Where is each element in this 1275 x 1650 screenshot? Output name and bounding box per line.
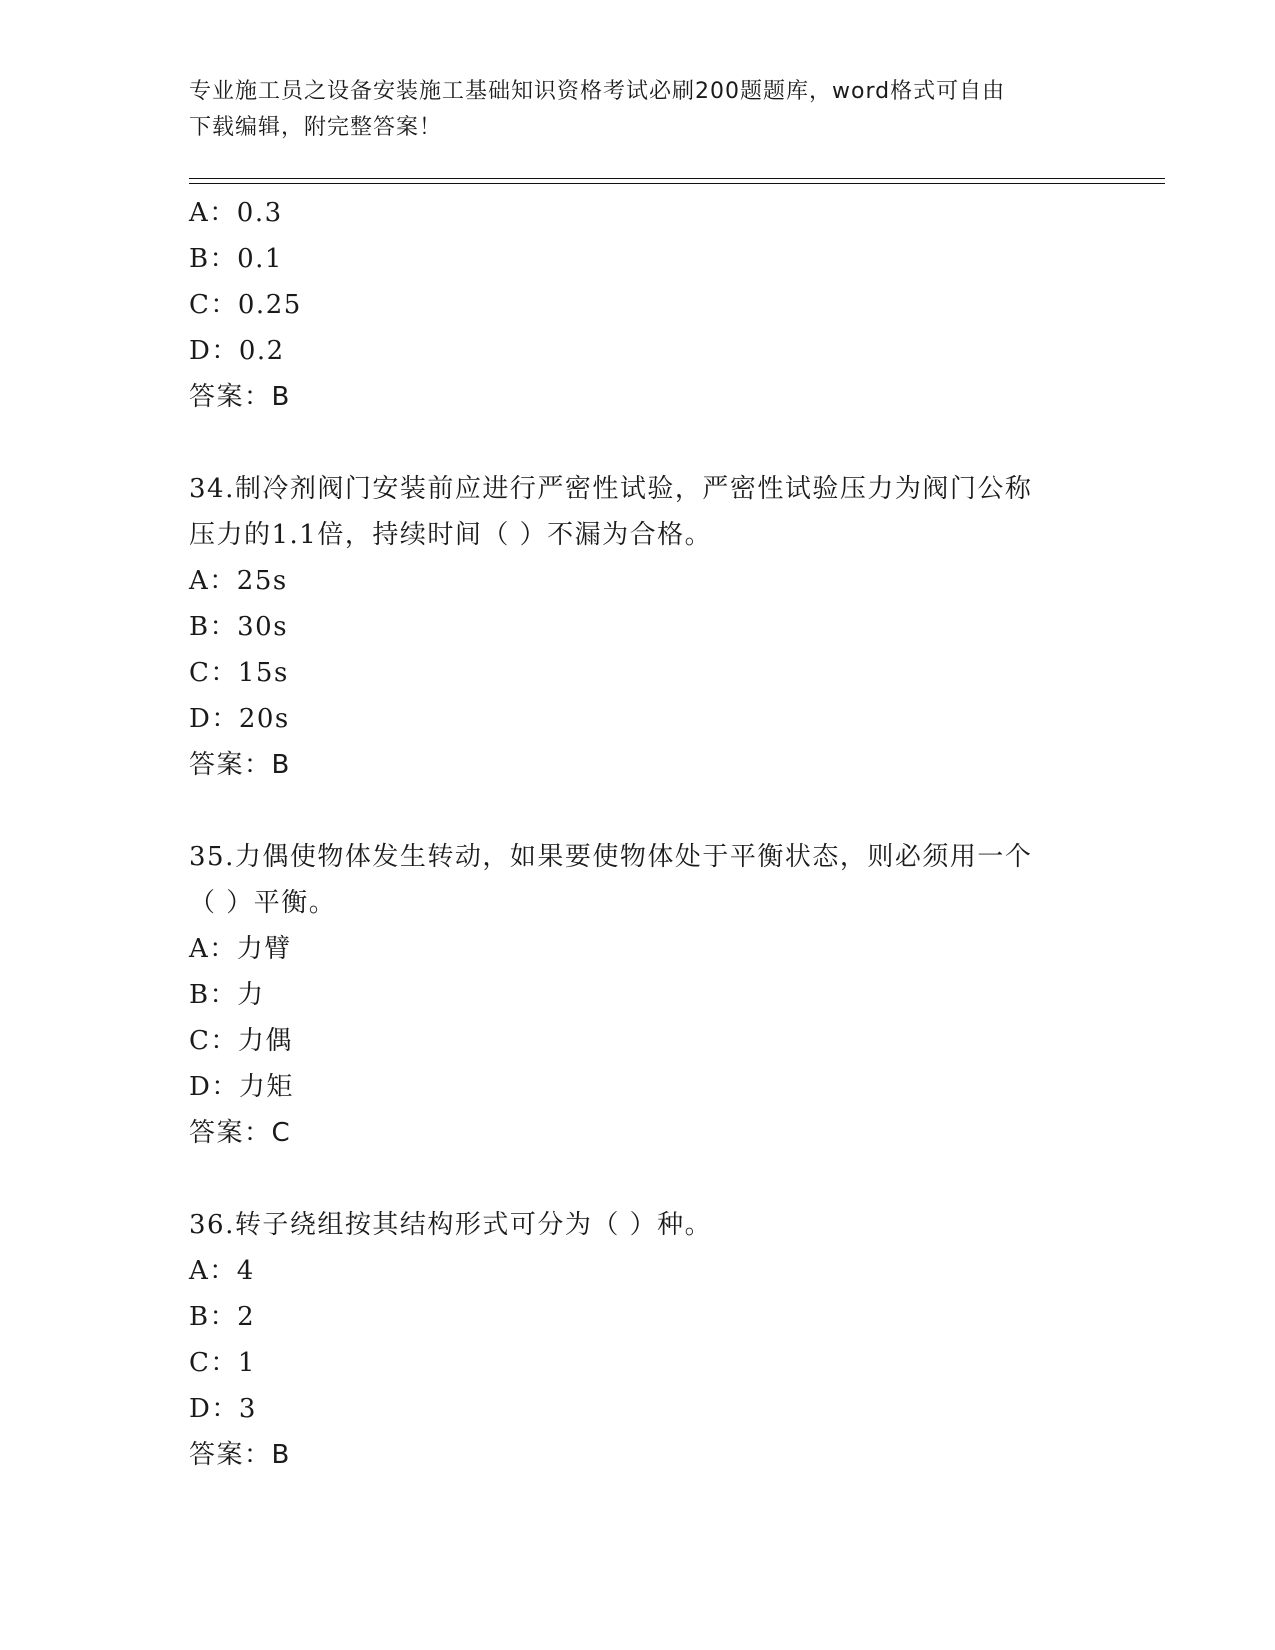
- option-b: B：力: [189, 980, 265, 1010]
- answer: 答案：B: [189, 1440, 291, 1470]
- question-stem-line-1: 36.转子绕组按其结构形式可分为（ ）种。: [189, 1210, 713, 1240]
- question-list: [189, 190, 1089, 1478]
- question-33: [189, 190, 1089, 420]
- option-c: C：力偶: [189, 1026, 293, 1056]
- option-a: A：0.3: [189, 198, 283, 228]
- option-c: C：0.25: [189, 290, 302, 320]
- option-a: A：4: [189, 1256, 255, 1286]
- option-b: B：30s: [189, 612, 289, 642]
- document-header: [189, 74, 1089, 146]
- option-a: A：25s: [189, 566, 288, 596]
- option-d: D：3: [189, 1394, 257, 1424]
- option-d: D：0.2: [189, 336, 285, 366]
- option-d: D：20s: [189, 704, 290, 734]
- option-b: B：2: [189, 1302, 256, 1332]
- answer: 答案：C: [189, 1118, 292, 1148]
- header-divider-top: [189, 178, 1165, 179]
- question-34: [189, 466, 1089, 788]
- option-a: A：力臂: [189, 934, 292, 964]
- question-stem-line-1: 34.制冷剂阀门安装前应进行严密性试验，严密性试验压力为阀门公称: [189, 474, 1033, 504]
- header-divider-bottom: [189, 183, 1165, 184]
- question-35: [189, 834, 1089, 1156]
- option-c: C：1: [189, 1348, 256, 1378]
- option-d: D：力矩: [189, 1072, 294, 1102]
- header-line-1: 专业施工员之设备安装施工基础知识资格考试必刷200题题库，word格式可自由: [189, 79, 1006, 104]
- answer: 答案：B: [189, 382, 291, 412]
- option-c: C：15s: [189, 658, 289, 688]
- option-b: B：0.1: [189, 244, 283, 274]
- header-line-2: 下载编辑，附完整答案！: [189, 115, 443, 140]
- answer: 答案：B: [189, 750, 291, 780]
- question-stem-line-2: （ ）平衡。: [189, 888, 337, 918]
- question-stem-line-2: 压力的1.1倍，持续时间（ ）不漏为合格。: [189, 520, 713, 550]
- question-36: [189, 1202, 1089, 1478]
- question-stem-line-1: 35.力偶使物体发生转动，如果要使物体处于平衡状态，则必须用一个: [189, 842, 1033, 872]
